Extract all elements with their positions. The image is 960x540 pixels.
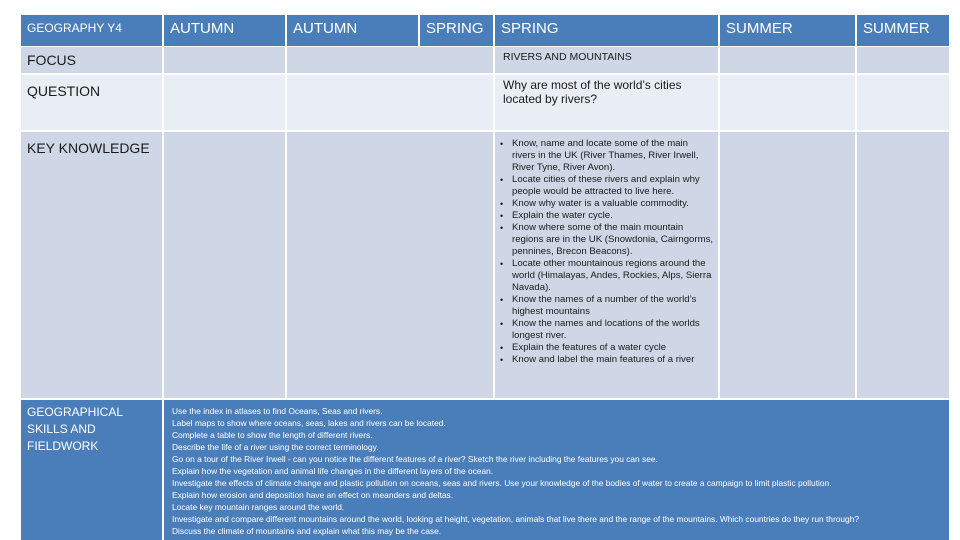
- key-knowledge-spring-list: [495, 132, 718, 398]
- key-knowledge-label: KEY KNOWLEDGE: [21, 132, 162, 398]
- question-spring-value: Why are most of the world’s cities located by rivers?: [495, 75, 718, 130]
- key-knowledge-item: • Locate cities of these rivers and explain why people would be attracted to live here.: [499, 174, 714, 198]
- skills-line: Explain how the vegetation and animal life changes in the different layers of the ocean.: [172, 466, 494, 476]
- column-header-spring-2: SPRING: [495, 15, 718, 46]
- focus-autumn-1: [164, 47, 285, 73]
- focus-autumn-2-spring-1: [287, 47, 493, 73]
- skills-line: Locate key mountain ranges around the world.: [172, 502, 345, 512]
- skills-line: Discuss the climate of mountains and explain what this may be the case.: [172, 526, 442, 536]
- skills-line: Explain how erosion and deposition have an effect on meanders and deltas.: [172, 490, 454, 500]
- key-knowledge-summer-2: [857, 132, 949, 398]
- key-knowledge-summer-1: [720, 132, 855, 398]
- key-knowledge-item: • Know where some of the main mountain regions are in the UK (Snowdonia, Cairngorms, pennines, Brecon Beacons).: [499, 222, 714, 258]
- skills-line: Investigate the effects of climate change and plastic pollution on oceans, seas and rivers. Use your knowledge of the bodies of water to create a campaign to limit plastic pollution.: [172, 478, 832, 488]
- key-knowledge-item: • Explain the features of a water cycle: [499, 342, 714, 354]
- column-header-spring-1: SPRING: [420, 15, 493, 46]
- key-knowledge-autumn-1: [164, 132, 285, 398]
- question-summer-1: [720, 75, 855, 130]
- focus-summer-2: [857, 47, 949, 73]
- key-knowledge-item: • Explain the water cycle.: [499, 210, 714, 222]
- column-header-autumn-2: AUTUMN: [287, 15, 418, 46]
- question-autumn-2-spring-1: [287, 75, 493, 130]
- key-knowledge-item: • Know why water is a valuable commodity.: [499, 198, 714, 210]
- skills-line: Use the index in atlases to find Oceans, Seas and rivers.: [172, 406, 383, 416]
- key-knowledge-item: • Know the names of a number of the world’s highest mountains: [499, 294, 714, 318]
- question-autumn-1: [164, 75, 285, 130]
- skills-line: Complete a table to show the length of different rivers.: [172, 430, 373, 440]
- focus-summer-1: [720, 47, 855, 73]
- skills-line: Investigate and compare different mountains around the world, looking at height, vegetation, animals that live there and the range of the mountains. Which countries do they run through?: [172, 514, 860, 524]
- skills-body: [164, 400, 949, 540]
- skills-line: Describe the life of a river using the correct terminology.: [172, 442, 379, 452]
- focus-spring-value: RIVERS AND MOUNTAINS: [495, 47, 718, 73]
- key-knowledge-item: • Know and label the main features of a river: [499, 354, 714, 366]
- key-knowledge-item: • Know the names and locations of the worlds longest river.: [499, 318, 714, 342]
- question-summer-2: [857, 75, 949, 130]
- skills-label: GEOGRAPHICAL SKILLS AND FIELDWORK: [21, 400, 162, 540]
- column-header-summer-1: SUMMER: [720, 15, 855, 46]
- key-knowledge-item: • Know, name and locate some of the main rivers in the UK (River Thames, River Irwell, River Tyne, River Avon).: [499, 138, 714, 174]
- skills-line: Go on a tour of the River Irwell - can you notice the different features of a river? Sketch the river including the features you can see.: [172, 454, 658, 464]
- focus-label: FOCUS: [21, 47, 162, 73]
- skills-line: Label maps to show where oceans, seas, lakes and rivers can be located.: [172, 418, 446, 428]
- key-knowledge-autumn-2-spring-1: [287, 132, 493, 398]
- key-knowledge-item: • Locate other mountainous regions around the world (Himalayas, Andes, Rockies, Alps, Sierra Navada).: [499, 258, 714, 294]
- subject-header: GEOGRAPHY Y4: [21, 15, 162, 46]
- question-label: QUESTION: [21, 75, 162, 130]
- column-header-autumn-1: AUTUMN: [164, 15, 285, 46]
- column-header-summer-2: SUMMER: [857, 15, 949, 46]
